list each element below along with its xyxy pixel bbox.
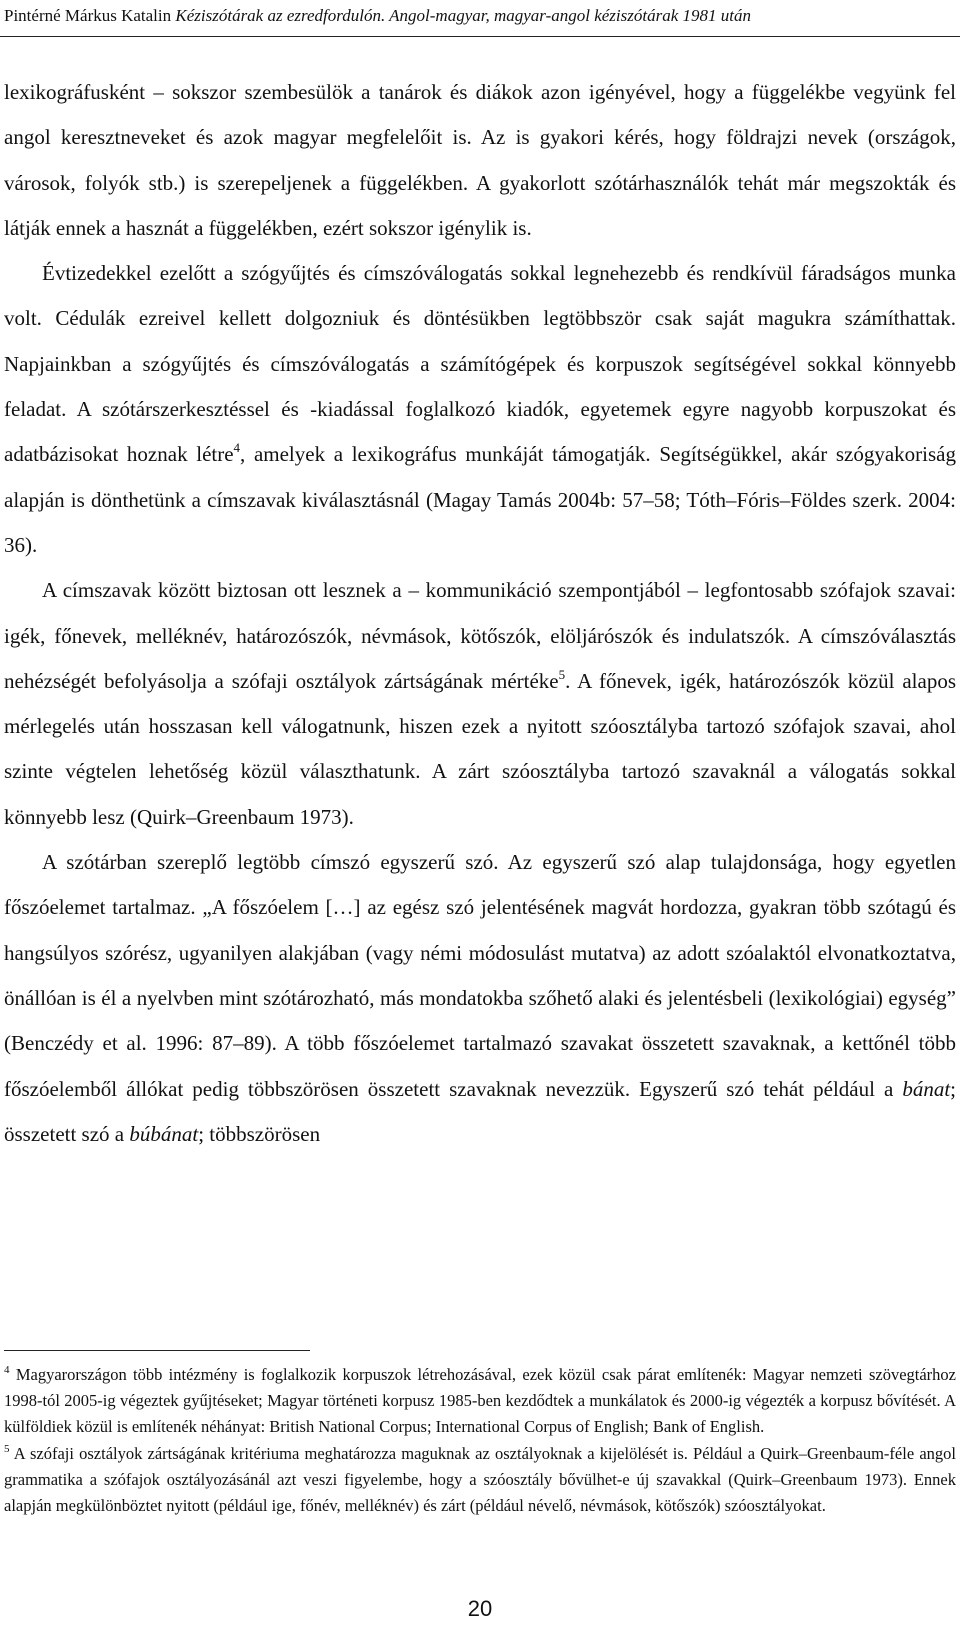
paragraph-text: lexikográfusként – sokszor szembesülök a tanárok és diákok azon igényével, hogy a függelékbe vegyünk fel angol keresztneveket és azok magyar megfelelőit is. Az is gyakori kérés, hogy földrajzi nevek (országok, városok, folyók stb.) is szerepeljenek a függelékben. A gyakorlott szótárhasználók tehát már megszokták és látják ennek a hasznát a függelékben, ezért sokszor igénylik is. xyxy=(4,80,956,240)
header-author: Pintérné Márkus Katalin xyxy=(4,6,176,25)
footnote-number: 5 xyxy=(4,1442,10,1455)
page-number: 20 xyxy=(467,1596,493,1621)
example-word: búbánat xyxy=(129,1121,199,1146)
paragraph-text: , amelyek a lexikográfus munkáját támogatják. Segítségükkel, akár szógyakoriság alapján is dönthetünk a címszavak kiválasztásnál (Magay Tamás 2004b: 57–58; Tóth–Fóris–Földes szerk. 2004: 36). xyxy=(4,442,956,557)
paragraph xyxy=(4,840,956,1157)
paragraph-text: . A főnevek, igék, határozószók közül alapos mérlegelés után hosszasan kell válogatnunk, hiszen ezek a nyitott szóosztályba tartozó szófajok szavai, ahol szinte végtelen lehetőség közül választhatunk. A zárt szóosztályba tartozó szavaknál a válogatás sokkal könnyebb lesz (Quirk–Greenbaum 1973). xyxy=(4,668,956,829)
footnote-number: 4 xyxy=(4,1364,10,1376)
footnote-reference[interactable]: 5 xyxy=(558,666,566,682)
footnote-5 xyxy=(4,1441,956,1520)
paragraph xyxy=(4,251,956,568)
footnote-text: Magyarországon több intézmény is foglalkozik korpuszok létrehozásával, ezek közül csak párat említenék: Magyar nemzeti szövegtárhoz 1998-tól 2005-ig végeztek gyűjtéseket; Magyar történeti korpusz 1985-ben kezdődtek a munkálatok és 2000-ig végezték a korpusz bővítését. A külföldiek közül is említenék néhányat: British National Corpus; International Corpus of English; Bank of English. xyxy=(4,1365,956,1437)
paragraph-text: A címszavak között biztosan ott lesznek a – kommunikáció szempontjából – legfontosabb szófajok szavai: igék, főnevek, melléknév, határozószók, névmások, kötőszók, elöljárószók és indulatszók. A címszóválasztás nehézségét befolyásolja a szófaji osztályok zártságának mértéke xyxy=(4,578,956,693)
paragraph-text: ; összetett szó a xyxy=(4,1076,956,1146)
footnote-text: A szófaji osztályok zártságának kritériuma meghatározza maguknak az osztályoknak a kijelölését is. Például a Quirk–Greenbaum-féle angol grammatika a szófajok osztályozásánál azt veszi figyelembe, hogy a szóosztály bővülhet-e új szavakkal (Quirk–Greenbaum 1973). Ennek alapján megkülönböztet nyitott (például ige, főnév, melléknév) és zárt (például névelő, névmások, kötőszók) szóosztályokat. xyxy=(4,1443,956,1516)
header-title: Kéziszótárak az ezredfordulón. Angol-magyar, magyar-angol kéziszótárak 1981 után xyxy=(175,6,751,25)
paragraph-text: Évtizedekkel ezelőtt a szógyűjtés és címszóválogatás sokkal legnehezebb és rendkívül fáradságos munka volt. Cédulák ezreivel kellett dolgozniuk és döntésükben legtöbbször csak saját magukra számíthattak. Napjainkban a szógyűjtés és címszóválogatás a számítógépek és korpuszok segítségével sokkal könnyebb feladat. A szótárszerkesztéssel és -kiadással foglalkozó kiadók, egyetemek egyre nagyobb korpuszokat és adatbázisokat hoznak létre xyxy=(4,261,956,467)
running-header xyxy=(4,6,956,26)
header-rule xyxy=(0,36,960,37)
paragraph-text: A szótárban szereplő legtöbb címszó egyszerű szó. Az egyszerű szó alap tulajdonsága, hogy egyetlen főszóelemet tartalmaz. „A főszóelem […] az egész szó jelentésének magvát hordozza, gyakran több szótagú és hangsúlyos szórész, ugyanilyen alakjában (vagy némi módosulást mutatva) az adott szóalaktól elvonatkoztatva, önállóan is él a nyelvben mint szótározható, más mondatokba szőhető alaki és jelentésbeli (lexikológiai) egység” (Benczédy et al. 1996: 87–89). A több főszóelemet tartalmazó szavakat összetett szavaknak, a kettőnél több főszóelemből állókat pedig többszörösen összetett szavaknak nevezzük. Egyszerű szó tehát például a xyxy=(4,850,956,1101)
footnote-reference[interactable]: 4 xyxy=(233,440,241,456)
body-text xyxy=(4,70,956,1157)
footnote-4 xyxy=(4,1362,956,1441)
footnotes xyxy=(4,1362,956,1519)
paragraph xyxy=(4,568,956,840)
paragraph-continued xyxy=(4,70,956,251)
paragraph-text: ; többszörösen xyxy=(198,1121,321,1146)
example-word: bánat xyxy=(902,1076,951,1101)
footnote-separator xyxy=(4,1350,310,1351)
